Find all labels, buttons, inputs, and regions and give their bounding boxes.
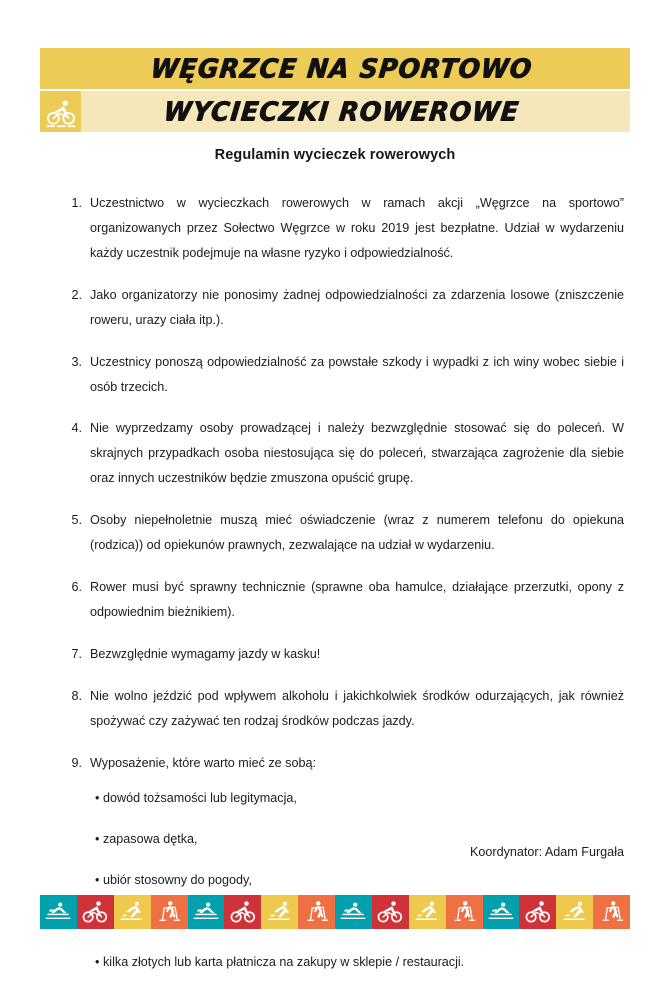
rule-text: Uczestnicy ponoszą odpowiedzialność za powstałe szkody i wypadki z ich winy wobec siebie i osób trzecich. (90, 354, 624, 394)
footer-tile-nordic-walking (151, 895, 188, 929)
cycling-icon (80, 897, 110, 927)
rule-number: 1. (71, 196, 82, 210)
rule-number: 6. (71, 580, 82, 595)
rule-text: Osoby niepełnoletnie muszą mieć oświadczenie (wraz z numerem telefonu do opiekuna (rodzica)) od opiekunów prawnych, zezwalające na udział w wydarzeniu. (90, 513, 624, 553)
rule-item (62, 575, 624, 625)
rule-number: 9. (71, 755, 82, 770)
rule-text: Nie wyprzedzamy osoby prowadzącej i należy bezwzględnie stosować się do poleceń. W skrajnych przypadkach osoba niestosująca się do poleceń, stwarzająca zagrożenie dla siebie oraz innych uczestników będzie zmuszona opuścić grupę. (90, 421, 624, 486)
equipment-item (62, 788, 624, 808)
bullet-icon: • (95, 831, 100, 846)
rule-text: Wyposażenie, które warto mieć ze sobą: (90, 755, 316, 770)
footer-tile-rowing (335, 895, 372, 929)
rowing-icon (338, 897, 368, 927)
rules-list (62, 191, 624, 993)
rule-number: 4. (71, 421, 82, 436)
skating-icon (412, 897, 442, 927)
rule-item (62, 508, 624, 558)
cyclist-icon (40, 91, 81, 132)
footer-tile-cycling (372, 895, 409, 929)
rule-number: 3. (71, 354, 82, 369)
rowing-icon (43, 897, 73, 927)
skating-icon (117, 897, 147, 927)
rowing-icon (191, 897, 221, 927)
nordic-walking-icon (302, 897, 332, 927)
cycling-icon (523, 897, 553, 927)
bullet-icon: • (95, 955, 100, 970)
rule-item (62, 350, 624, 400)
footer-tile-cycling (77, 895, 114, 929)
rule-text: Uczestnictwo w wycieczkach rowerowych w ramach akcji „Węgrzce na sportowo” organizowanych przez Sołectwo Węgrzce w roku 2019 jest bezpłatne. Udział w wydarzeniu każdy uczestnik podejmuje na własne ryzyko i odpowiedzialność. (90, 196, 624, 260)
footer-tile-rowing (483, 895, 520, 929)
equipment-label: dowód tożsamości lub legitymacja, (103, 790, 297, 805)
bullet-icon: • (95, 872, 100, 887)
footer-tile-cycling (224, 895, 261, 929)
cycling-icon (228, 897, 258, 927)
footer-tile-rowing (40, 895, 77, 929)
rule-number: 5. (71, 513, 82, 528)
header-title-line2: WYCIECZKI ROWEROWE (162, 96, 522, 127)
rule-number: 7. (71, 646, 82, 661)
footer-tile-skating (409, 895, 446, 929)
rule-item (62, 283, 624, 333)
footer-tile-skating (114, 895, 151, 929)
equipment-item (62, 952, 624, 972)
header-band-title (40, 48, 630, 89)
rule-text: Jako organizatorzy nie ponosimy żadnej odpowiedzialności za zdarzenia losowe (zniszczenie roweru, urazy ciała itp.). (90, 287, 624, 327)
rowing-icon (486, 897, 516, 927)
coordinator-signature: Koordynator: Adam Furgała (469, 845, 624, 859)
footer-tile-nordic-walking (593, 895, 630, 929)
equipment-label: zapasowa dętka, (103, 831, 198, 846)
rule-item (62, 416, 624, 491)
header-title-line1: WĘGRZCE NA SPORTOWO (149, 53, 535, 84)
equipment-label: ubiór stosowny do pogody, (103, 872, 252, 887)
rule-item (62, 684, 624, 734)
sports-footer-strip (40, 895, 630, 929)
nordic-walking-icon (597, 897, 627, 927)
rule-number: 8. (71, 688, 82, 703)
rule-number: 2. (71, 287, 82, 302)
rule-item (62, 191, 624, 266)
footer-tile-nordic-walking (446, 895, 483, 929)
equipment-item (62, 870, 624, 890)
document-title: Regulamin wycieczek rowerowych (214, 147, 456, 163)
poster-header (40, 48, 630, 132)
equipment-label: kilka złotych lub karta płatnicza na zakupy w sklepie / restauracji. (103, 955, 465, 970)
equipment-list (62, 788, 624, 973)
bullet-icon: • (95, 790, 100, 805)
header-band-subtitle (40, 91, 630, 132)
rule-text: Bezwzględnie wymagamy jazdy w kasku! (90, 646, 321, 661)
rule-item (62, 642, 624, 667)
cycling-icon (375, 897, 405, 927)
footer-tile-skating (261, 895, 298, 929)
nordic-walking-icon (449, 897, 479, 927)
footer-tile-cycling (519, 895, 556, 929)
skating-icon (560, 897, 590, 927)
footer-tile-rowing (188, 895, 225, 929)
rule-item (62, 751, 624, 776)
skating-icon (265, 897, 295, 927)
footer-tile-skating (556, 895, 593, 929)
rule-text: Rower musi być sprawny technicznie (sprawne oba hamulce, działające przerzutki, opony z odpowiednim bieżnikiem). (90, 580, 624, 619)
rule-text: Nie wolno jeździć pod wpływem alkoholu i jakichkolwiek środków odurzających, jak również spożywać czy zażywać ten rodzaj środków podczas jazdy. (90, 688, 624, 728)
nordic-walking-icon (154, 897, 184, 927)
footer-tile-nordic-walking (298, 895, 335, 929)
